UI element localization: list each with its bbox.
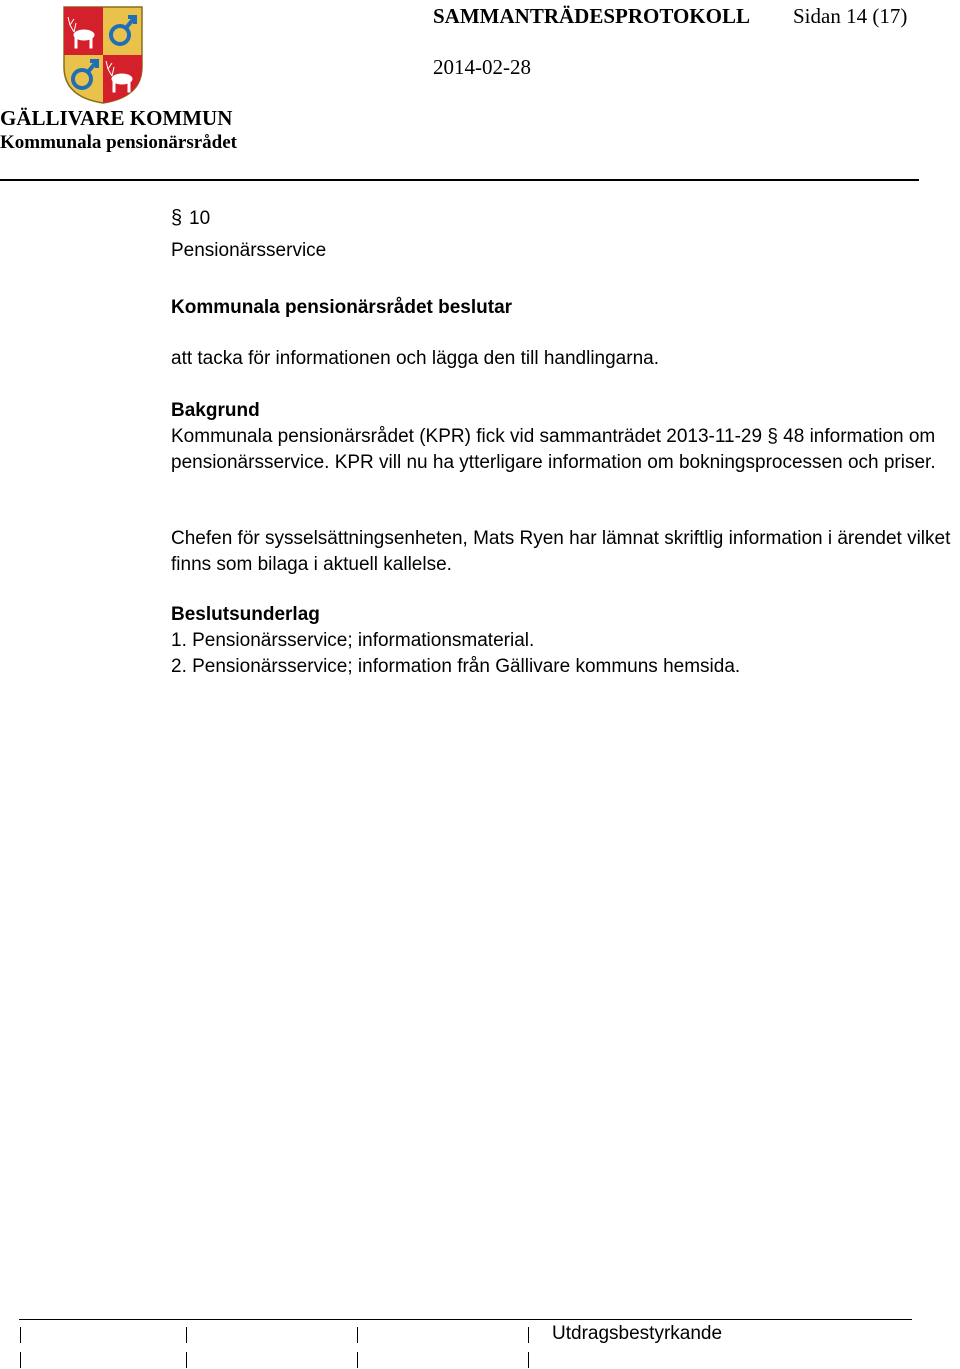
signature-box-divider — [357, 1352, 358, 1368]
signature-box-divider — [528, 1352, 529, 1368]
coat-of-arms-logo — [62, 5, 144, 105]
signature-box-divider — [20, 1327, 21, 1343]
decision-heading: Kommunala pensionärsrådet beslutar — [171, 297, 513, 318]
section-number: 10 — [189, 208, 211, 229]
background-heading: Bakgrund — [171, 400, 260, 421]
background-paragraph-2: Chefen för sysselsättningsenheten, Mats Ryen har lämnat skriftlig information i ärendet vilket finns som bilaga i aktuell kallelse. — [171, 528, 951, 575]
signature-box-divider — [528, 1327, 529, 1343]
section-mark: § — [171, 207, 183, 229]
signature-box-divider — [186, 1352, 187, 1368]
signature-box-divider — [20, 1352, 21, 1368]
organization-name: GÄLLIVARE KOMMUN — [0, 106, 233, 130]
section-title: Pensionärsservice — [171, 240, 327, 261]
signature-box-divider — [357, 1327, 358, 1343]
basis-item-1: 1. Pensionärsservice; informationsmaterial. — [171, 630, 535, 651]
document-title: SAMMANTRÄDESPROTOKOLL — [433, 4, 750, 28]
header-divider — [0, 179, 919, 181]
footer-label: Utdragsbestyrkande — [552, 1323, 723, 1344]
document-date: 2014-02-28 — [433, 55, 531, 79]
decision-text: att tacka för informationen och lägga den till handlingarna. — [171, 348, 659, 369]
basis-item-2: 2. Pensionärsservice; information från Gällivare kommuns hemsida. — [171, 656, 741, 677]
signature-box-divider — [186, 1327, 187, 1343]
footer-divider — [19, 1319, 912, 1320]
basis-heading: Beslutsunderlag — [171, 604, 320, 625]
organization-unit: Kommunala pensionärsrådet — [0, 132, 237, 153]
background-paragraph-1: Kommunala pensionärsrådet (KPR) fick vid sammanträdet 2013-11-29 § 48 information om pensionärsservice. KPR vill nu ha ytterligare information om bokningsprocessen och priser. — [171, 426, 936, 473]
page-number: Sidan 14 (17) — [793, 4, 908, 28]
